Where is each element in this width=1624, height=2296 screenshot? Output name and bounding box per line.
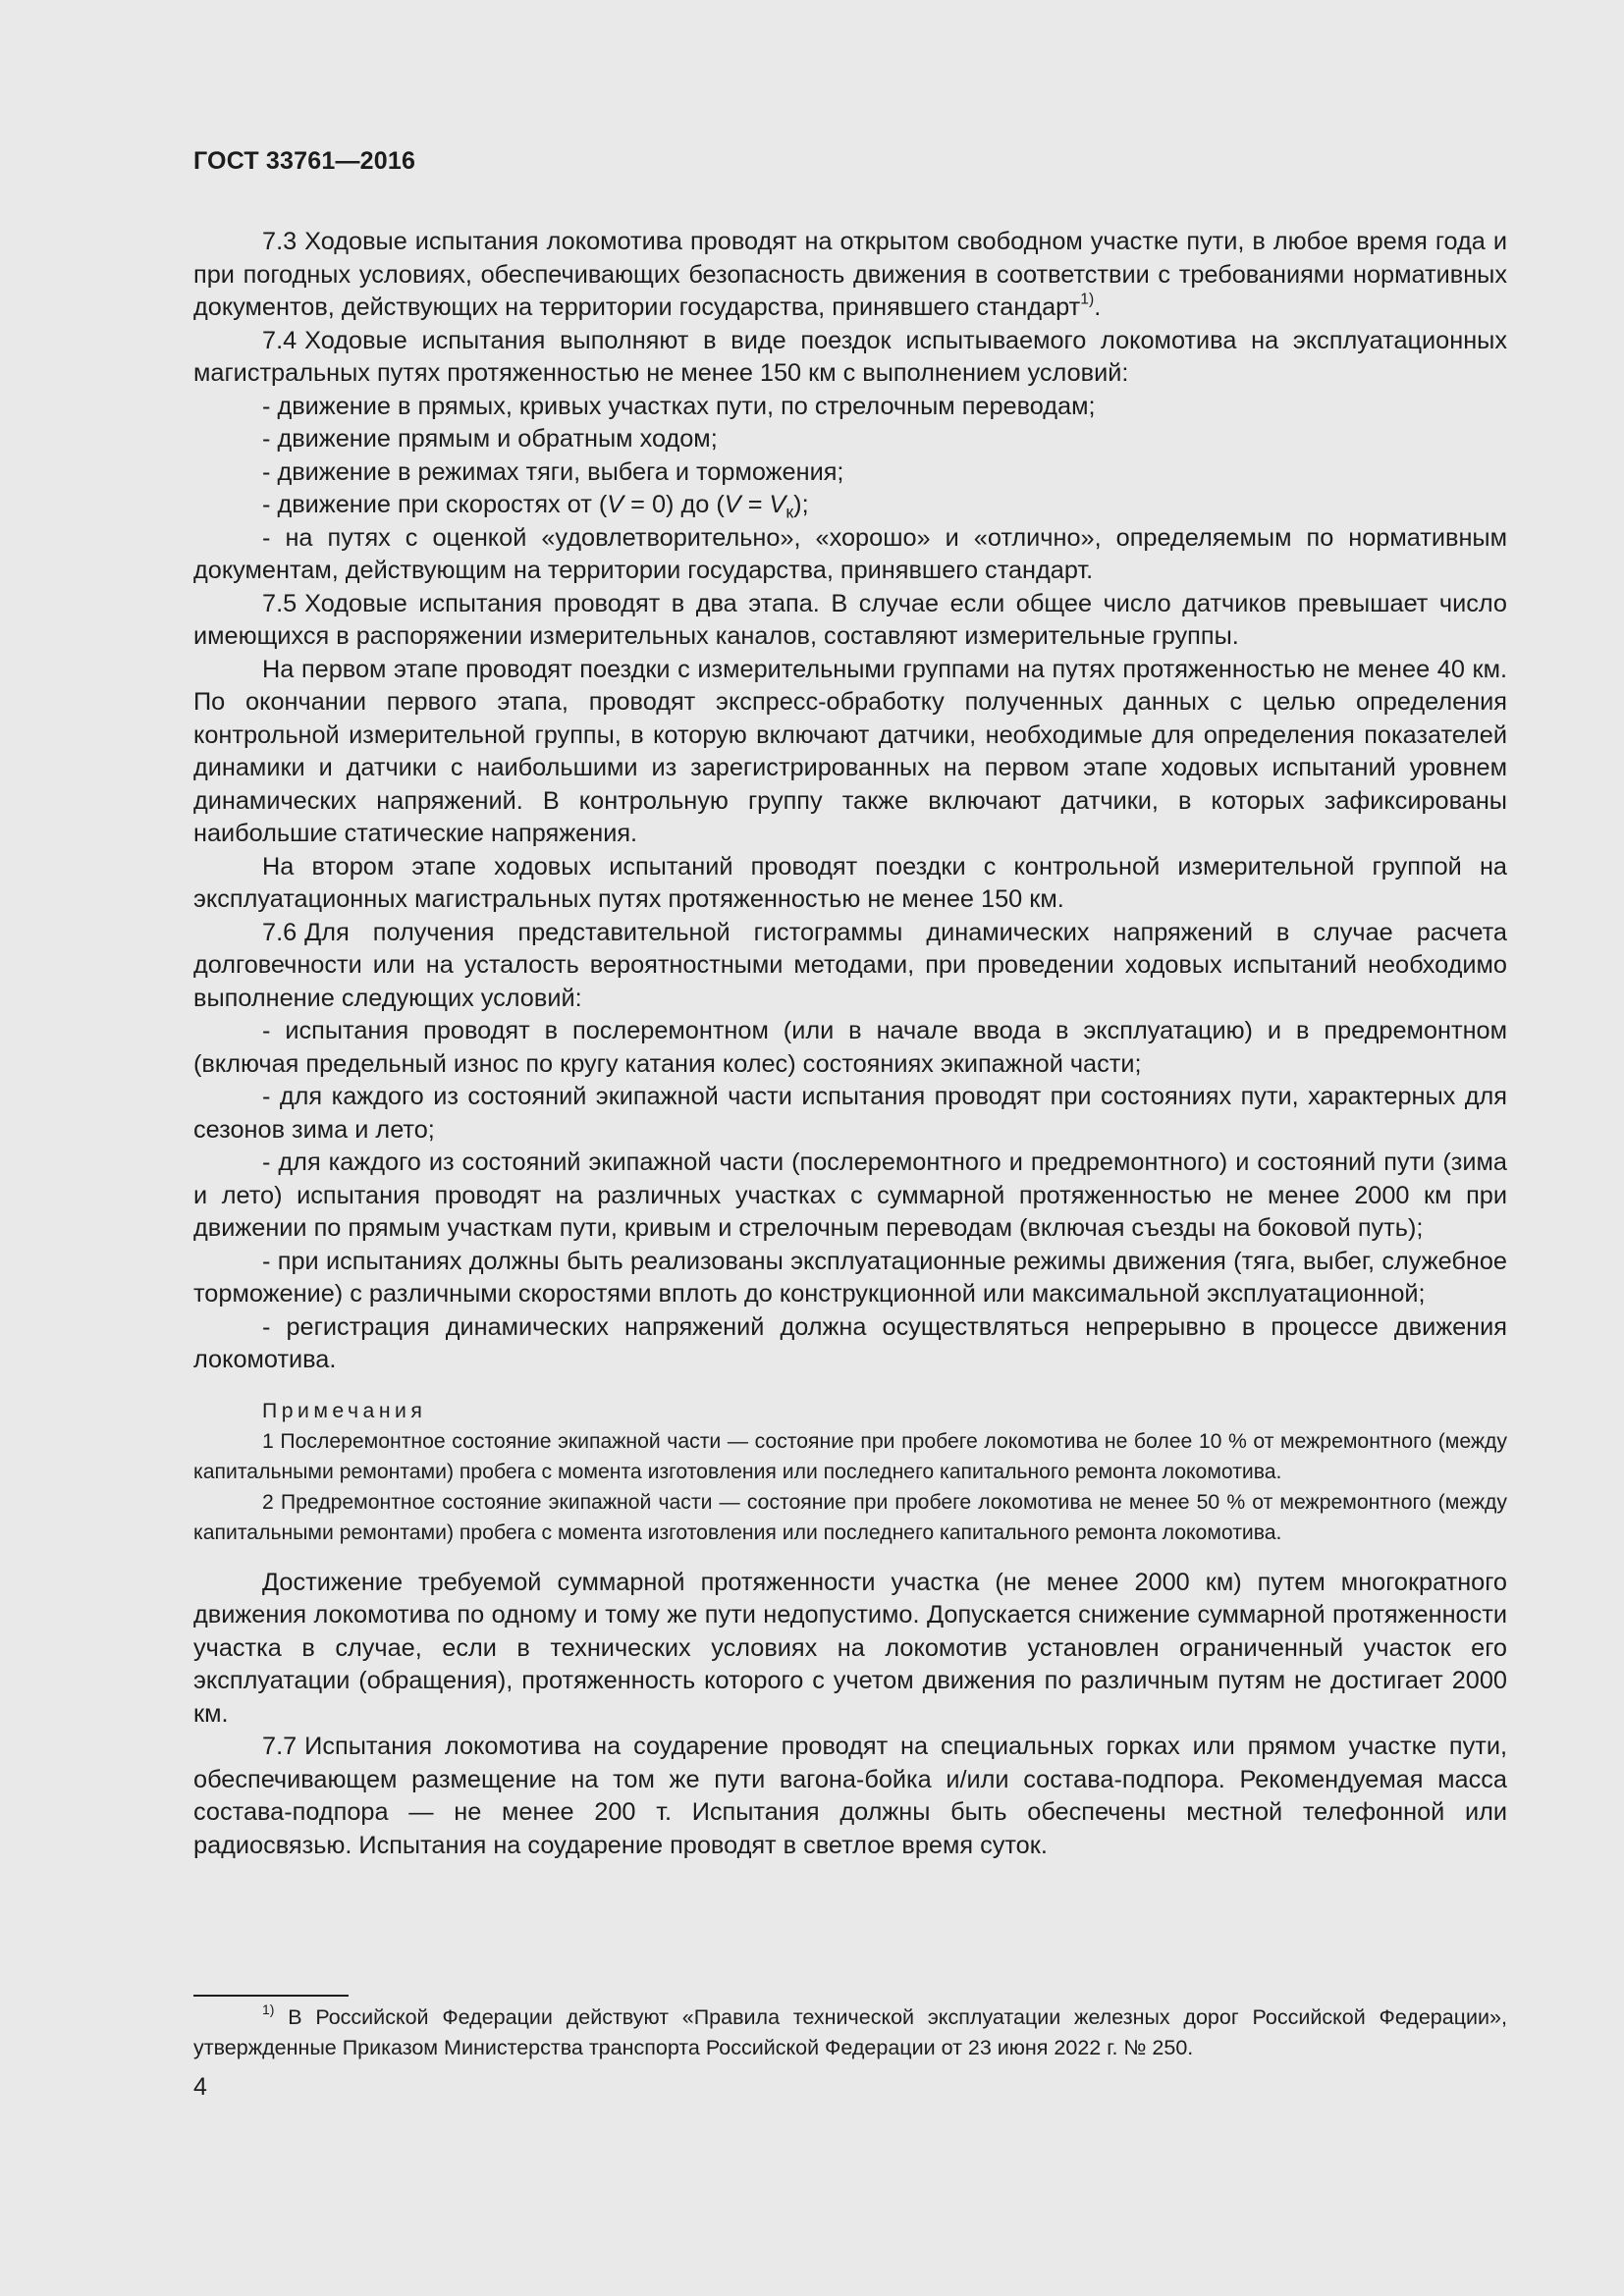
speed-var: V (724, 491, 741, 518)
speed-text: = (740, 491, 770, 518)
footnote-text: В Российской Федерации действуют «Правила технической эксплуатации железных дорог Российской Федерации», утвержденные Приказом Министерства транспорта Российской Федерации от 23 июня 2022 г. № 250. (193, 2005, 1507, 2059)
list-item: - движение в режимах тяги, выбега и торможения; (262, 457, 844, 486)
note-item: 1 Послеремонтное состояние экипажной части — состояние при пробеге локомотива не более 10 % от межремонтного (между капитальными ремонтами) пробега с момента изготовления или последнего капитального ремонта локомотива. (193, 1429, 1507, 1483)
speed-var: V (607, 491, 624, 518)
paragraph: Достижение требуемой суммарной протяженности участка (не менее 2000 км) путем многократного движения локомотива по одному и тому же пути недопустимо. Допускается снижение суммарной протяженности участка в случае, если в технических условиях на локомотив установлен ограниченный участок его эксплуатации (обращения), протяженность которого с учетом движения по различным путям не достигает 2000 км. (193, 1568, 1507, 1728)
page-number: 4 (193, 2073, 207, 2101)
list-item: - регистрация динамических напряжений должна осуществляться непрерывно в процессе движения локомотива. (193, 1312, 1507, 1373)
clause-number: 7.7 (262, 1733, 298, 1760)
clause-end: . (1094, 294, 1102, 321)
clause-number: 7.3 (262, 228, 298, 255)
clause-7-7 (193, 1731, 1507, 1862)
list-item: - для каждого из состояний экипажной части (послеремонтного и предремонтного) и состояний пути (зима и лето) испытания проводят на различных участках с суммарной протяженностью не менее 2000 км при движении по прямым участкам пути, кривым и стрелочным переводам (включая съезды на боковой путь); (193, 1148, 1507, 1242)
list-item: - движение в прямых, кривых участках пути, по стрелочным переводам; (262, 392, 1096, 420)
footnote-mark: 1) (262, 2002, 275, 2018)
clause-7-4 (193, 325, 1507, 391)
document-body (193, 226, 1507, 1862)
clause-number: 7.4 (262, 326, 298, 354)
clause-number: 7.5 (262, 589, 298, 617)
list-item-speed (193, 489, 1507, 522)
clause-7-6 (193, 917, 1507, 1016)
footnote-ref[interactable]: 1) (1080, 291, 1095, 308)
clause-text: Ходовые испытания проводят в два этапа. В случае если общее число датчиков превышает число имеющихся в распоряжении измерительных каналов, составляют измерительные группы. (193, 589, 1507, 650)
paragraph: На первом этапе проводят поездки с измерительными группами на путях протяженностью не менее 40 км. По окончании первого этапа, проводят экспресс-обработку полученных данных с целью определения контрольной измерительной группы, в которую включают датчики, необходимые для определения показателей динамики и датчики с наибольшими из зарегистрированных на первом этапе ходовых испытаний уровнем динамических напряжений. В контрольную группу также включают датчики, в которых зафиксированы наибольшие статические напряжения. (193, 655, 1507, 847)
clause-text: Ходовые испытания выполняют в виде поездок испытываемого локомотива на эксплуатационных магистральных путях протяженностью не менее 150 км с выполнением условий: (193, 326, 1507, 387)
list-item: - на путях с оценкой «удовлетворительно», «хорошо» и «отлично», определяемым по нормативным документам, действующим на территории государства, принявшего стандарт. (193, 523, 1507, 584)
speed-text: ); (793, 491, 809, 518)
document-header: ГОСТ 33761—2016 (193, 147, 416, 175)
notes-title: Примечания (262, 1399, 427, 1422)
speed-var: V (769, 491, 786, 518)
speed-text: = 0) до ( (623, 491, 725, 518)
notes-block (193, 1396, 1507, 1548)
clause-text: Для получения представительной гистограммы динамических напряжений в случае расчета долговечности или на усталость вероятностными методами, при проведении ходовых испытаний необходимо выполнение следующих условий: (193, 918, 1507, 1012)
note-item: 2 Предремонтное состояние экипажной части — состояние при пробеге локомотива не менее 50 % от межремонтного (между капитальными ремонтами) пробега с момента изготовления или последнего капитального ремонта локомотива. (193, 1490, 1507, 1544)
clause-number: 7.6 (262, 918, 298, 946)
footnote (193, 2002, 1507, 2063)
clause-7-5 (193, 588, 1507, 654)
clause-7-3 (193, 226, 1507, 325)
paragraph: На втором этапе ходовых испытаний проводят поездки с контрольной измерительной группой на эксплуатационных магистральных путях протяженностью не менее 150 км. (193, 852, 1507, 913)
list-item: - для каждого из состояний экипажной части испытания проводят при состояниях пути, характерных для сезонов зима и лето; (193, 1083, 1507, 1144)
speed-subscript: к (785, 502, 794, 522)
list-item: - испытания проводят в послеремонтном (или в начале ввода в эксплуатацию) и в предремонтном (включая предельный износ по кругу катания колес) состояниях экипажной части; (193, 1017, 1507, 1078)
clause-text: Испытания локомотива на соударение проводят на специальных горках или прямом участке пути, обеспечивающем размещение на том же пути вагона-бойка и/или состава-подпора. Рекомендуемая масса состава-подпора — не менее 200 т. Испытания должны быть обеспечены местной телефонной или радиосвязью. Испытания на соударение проводят в светлое время суток. (193, 1733, 1507, 1859)
footnote-separator (193, 1995, 349, 1997)
list-item: - при испытаниях должны быть реализованы эксплуатационные режимы движения (тяга, выбег, служебное торможение) с различными скоростями вплоть до конструкционной или максимальной эксплуатационной; (193, 1247, 1507, 1308)
speed-text: - движение при скоростях от ( (262, 491, 608, 518)
list-item: - движение прямым и обратным ходом; (262, 425, 718, 453)
clause-text: Ходовые испытания локомотива проводят на открытом свободном участке пути, в любое время года и при погодных условиях, обеспечивающих безопасность движения в соответствии с требованиями нормативных документов, действующих на территории государства, принявшего стандарт (193, 228, 1507, 321)
